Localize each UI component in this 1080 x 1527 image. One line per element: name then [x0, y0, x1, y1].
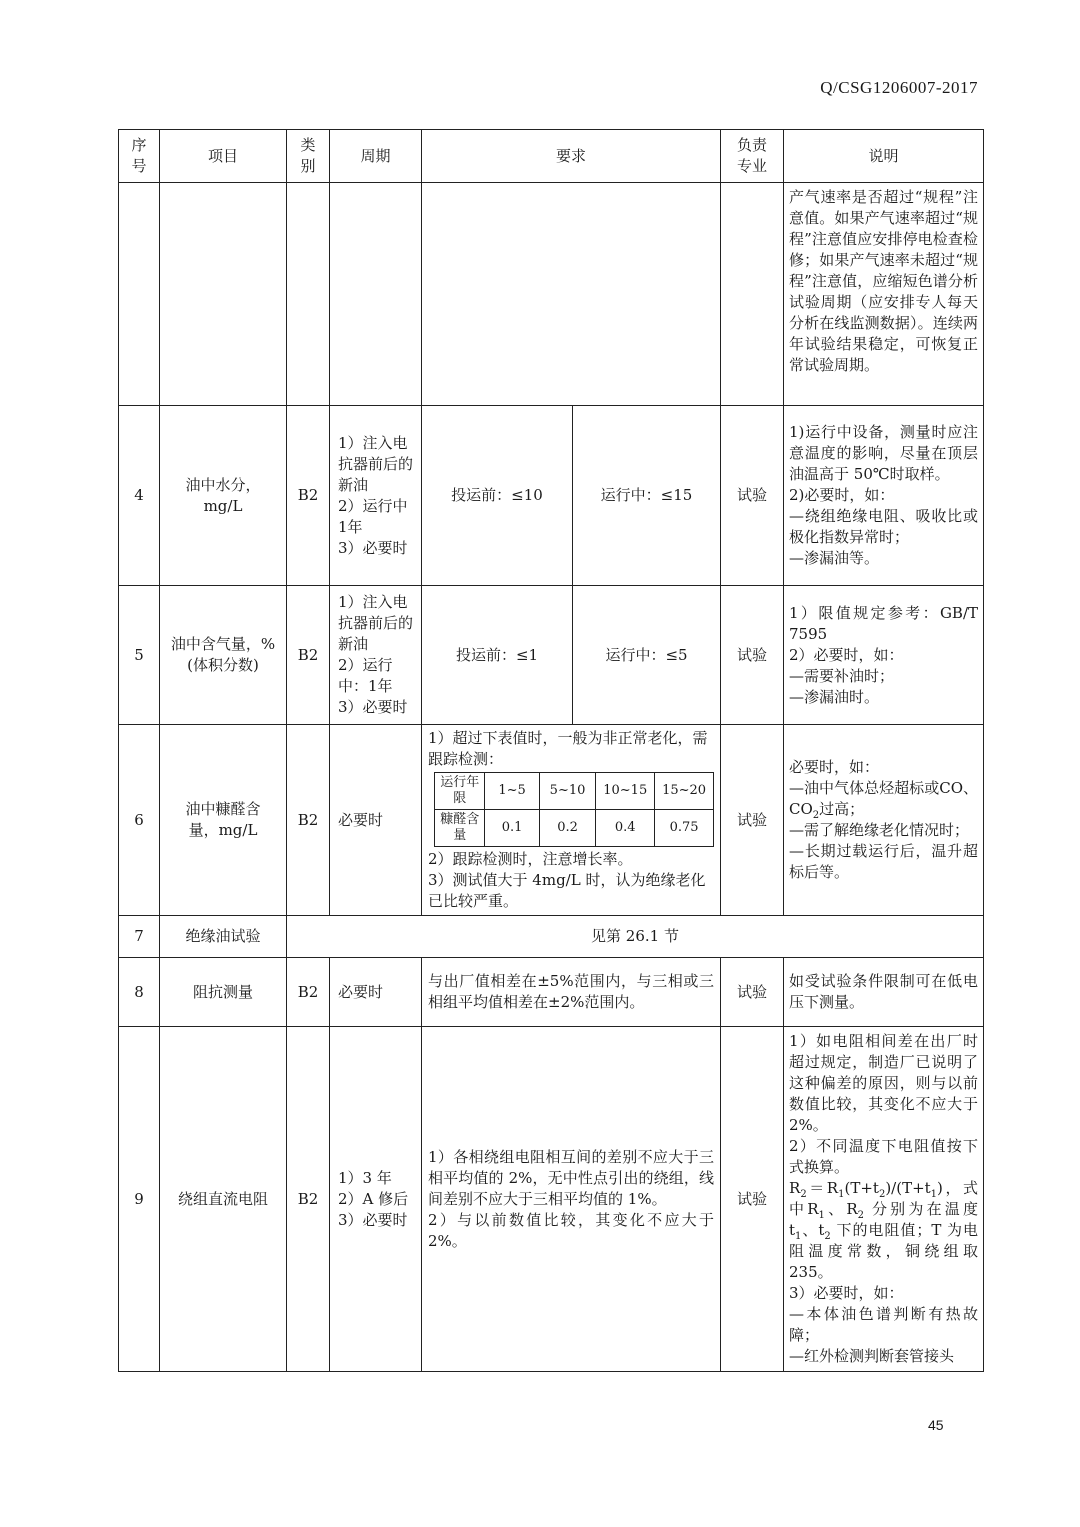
sub-table-label: 糠醛含量	[435, 810, 485, 847]
requirement-in-service: 运行中：≤15	[573, 406, 721, 586]
table-row	[119, 725, 984, 916]
row-number: 9	[119, 1027, 160, 1372]
note-cell: 1）如电阻相间差在出厂时超过规定，制造厂已说明了这种偏差的原因，则与以前数值比较，其变化不应大于 2%。 2）不同温度下电阻值按下式换算。 $R_2=R_1(T+t_2)/(T+t_1)$，式中$R_1$、$R_2$ 分别为在温度 $t_1$、$t_2$ 下的电阻值；T 为电阻温度常数，铜绕组取 235。 3）必要时，如： —本体油色谱判断有热故障； —红外检测判断套管接头	[784, 1027, 984, 1372]
resistance-formula: $R_2=R_1(T+t_2)/(T+t_1)$，式中$R_1$、$R_2$ 分别为在温度 $t_1$、$t_2$ 下的电阻值；T 为电阻温度常数，铜绕组取 235。	[789, 1179, 979, 1281]
responsible-cell: 试验	[721, 1027, 784, 1372]
row-number: 4	[119, 406, 160, 586]
note-cell: 1)运行中设备，测量时应注意温度的影响，尽量在顶层油温高于 50℃时取样。 2)必要时，如： —绕组绝缘电阻、吸收比或极化指数异常时； —渗漏油等。	[784, 406, 984, 586]
header-item: 项目	[160, 130, 287, 183]
table-row	[119, 586, 984, 725]
item-cell: 绝缘油试验	[160, 916, 287, 958]
table-row	[119, 958, 984, 1027]
responsible-cell: 试验	[721, 725, 784, 916]
requirement-cell: 1）超过下表值时，一般为非正常老化，需跟踪检测： 运行年限 1~5 5~10 10~15 15~20 糠醛含量 0.1 0.2 0.4 0.75 2）跟踪检测时，注意增长率。 3）测试值大于 4mg/L 时，认为绝缘老化已比较严重。	[422, 725, 721, 916]
category-cell: B2	[287, 958, 330, 1027]
period-cell: 1）注入电抗器前后的新油 2）运行中1年 3）必要时	[330, 406, 422, 586]
note-cell: 1）限值规定参考：GB/T 7595 2）必要时，如： —需要补油时； —渗漏油时。	[784, 586, 984, 725]
header-period: 周期	[330, 130, 422, 183]
item-cell: 阻抗测量	[160, 958, 287, 1027]
responsible-cell: 试验	[721, 958, 784, 1027]
requirement-before-service: 投运前：≤10	[422, 406, 573, 586]
category-cell: B2	[287, 586, 330, 725]
responsible-cell: 试验	[721, 406, 784, 586]
requirement-cell: 1）各相绕组电阻相互间的差别不应大于三相平均值的 2%，无中性点引出的绕组，线间差别不应大于三相平均值的 1%。 2）与以前数值比较，其变化不应大于 2%。	[422, 1027, 721, 1372]
row-number: 5	[119, 586, 160, 725]
header-no: 序号	[119, 130, 160, 183]
responsible-cell: 试验	[721, 586, 784, 725]
period-cell: 1）注入电抗器前后的新油 2）运行中：1年 3）必要时	[330, 586, 422, 725]
category-cell: B2	[287, 725, 330, 916]
requirement-cell: 与出厂值相差在±5%范围内，与三相或三相组平均值相差在±2%范围内。	[422, 958, 721, 1027]
note-cell: 产气速率是否超过“规程”注意值。如果产气速率超过“规程”注意值应安排停电检查检修；如果产气速率未超过“规程”注意值，应缩短色谱分析试验周期（应安排专人每天分析在线监测数据）。连续两年试验结果稳定，可恢复正常试验周期。	[784, 183, 984, 406]
item-cell: 油中糠醛含量，mg/L	[160, 725, 287, 916]
header-note: 说明	[784, 130, 984, 183]
item-cell: 油中含气量，%(体积分数)	[160, 586, 287, 725]
table-row-continued	[119, 183, 984, 406]
period-cell: 必要时	[330, 958, 422, 1027]
category-cell: B2	[287, 1027, 330, 1372]
requirement-in-service: 运行中：≤5	[573, 586, 721, 725]
requirement-before-service: 投运前：≤1	[422, 586, 573, 725]
item-cell: 油中水分，mg/L	[160, 406, 287, 586]
row-number: 6	[119, 725, 160, 916]
item-cell: 绕组直流电阻	[160, 1027, 287, 1372]
header-requirement: 要求	[422, 130, 721, 183]
page-number: 45	[928, 1417, 944, 1433]
merged-reference-cell: 见第 26.1 节	[287, 916, 984, 958]
category-cell: B2	[287, 406, 330, 586]
note-cell: 必要时，如： —油中气体总烃超标或CO、$CO_2$过高； —需了解绝缘老化情况时； —长期过载运行后，温升超标后等。	[784, 725, 984, 916]
header-responsible: 负责专业	[721, 130, 784, 183]
test-items-table	[118, 129, 984, 1372]
table-row	[119, 916, 984, 958]
document-code: Q/CSG1206007-2017	[820, 78, 978, 97]
note-cell: 如受试验条件限制可在低电压下测量。	[784, 958, 984, 1027]
sub-table-label: 运行年限	[435, 773, 485, 810]
period-cell: 必要时	[330, 725, 422, 916]
row-number: 7	[119, 916, 160, 958]
header-category: 类别	[287, 130, 330, 183]
table-row	[119, 406, 984, 586]
table-row	[119, 1027, 984, 1372]
row-number: 8	[119, 958, 160, 1027]
table-header-row	[119, 130, 984, 183]
period-cell: 1）3 年 2）A 修后 3）必要时	[330, 1027, 422, 1372]
furfural-sub-table: 运行年限 1~5 5~10 10~15 15~20 糠醛含量 0.1 0.2 0.4 0.75	[434, 772, 714, 847]
